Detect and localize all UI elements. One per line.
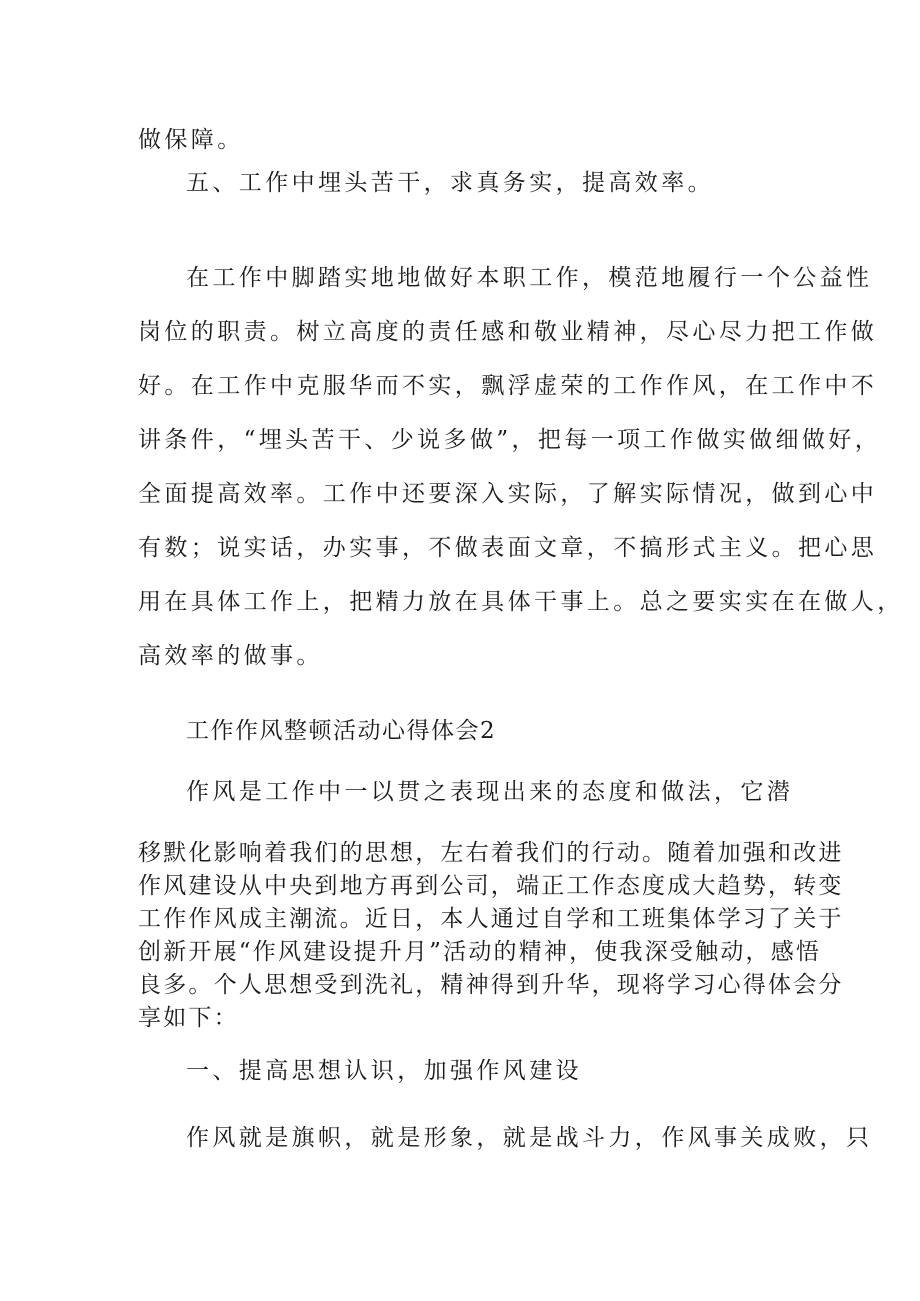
paragraph-line: 用在具体工作上，把精力放在具体干事上。总之要实实在在做人， (138, 589, 904, 615)
paragraph-line: 移默化影响着我们的思想，左右着我们的行动。随着加强和改进 (138, 840, 844, 866)
paragraph-line: 有数；说实话，办实事，不做表面文章，不搞形式主义。把心思 (138, 535, 878, 561)
section-heading-5: 五、工作中埋头苦干，求真务实，提高效率。 (186, 170, 714, 196)
paragraph-line: 在工作中脚踏实地地做好本职工作，模范地履行一个公益性 (186, 265, 873, 291)
paragraph-line: 作风就是旗帜，就是形象，就是战斗力，作风事关成败，只 (186, 1125, 873, 1151)
paragraph-line: 岗位的职责。树立高度的责任感和敬业精神，尽心尽力把工作做 (138, 319, 878, 345)
paragraph-line: 作风是工作中一以贯之表现出来的态度和做法，它潜 (186, 779, 794, 805)
paragraph-line: 作风建设从中央到地方再到公司，端正工作态度成大趋势，转变 (138, 873, 844, 899)
paragraph-line: 享如下： (138, 1005, 239, 1031)
article-title: 工作作风整顿活动心得体会2 (186, 718, 497, 744)
paragraph-line: 全面提高效率。工作中还要深入实际，了解实际情况，做到心中 (138, 481, 878, 507)
paragraph-line: 创新开展“作风建设提升月”活动的精神，使我深受触动，感悟 (138, 939, 822, 965)
section-heading-1: 一、提高思想认识，加强作风建设 (186, 1058, 582, 1084)
paragraph-line: 讲条件，“埋头苦干、少说多做”，把每一项工作做实做细做好， (138, 427, 882, 453)
paragraph-line: 好。在工作中克服华而不实，飘浮虚荣的工作作风，在工作中不 (138, 373, 878, 399)
paragraph-line: 工作作风成主潮流。近日，本人通过自学和工班集体学习了关于 (138, 906, 844, 932)
paragraph-line: 良多。个人思想受到洗礼，精神得到升华，现将学习心得体会分 (138, 972, 844, 998)
paragraph-line: 高效率的做事。 (138, 643, 323, 669)
text-line-continuation: 做保障。 (138, 127, 244, 153)
